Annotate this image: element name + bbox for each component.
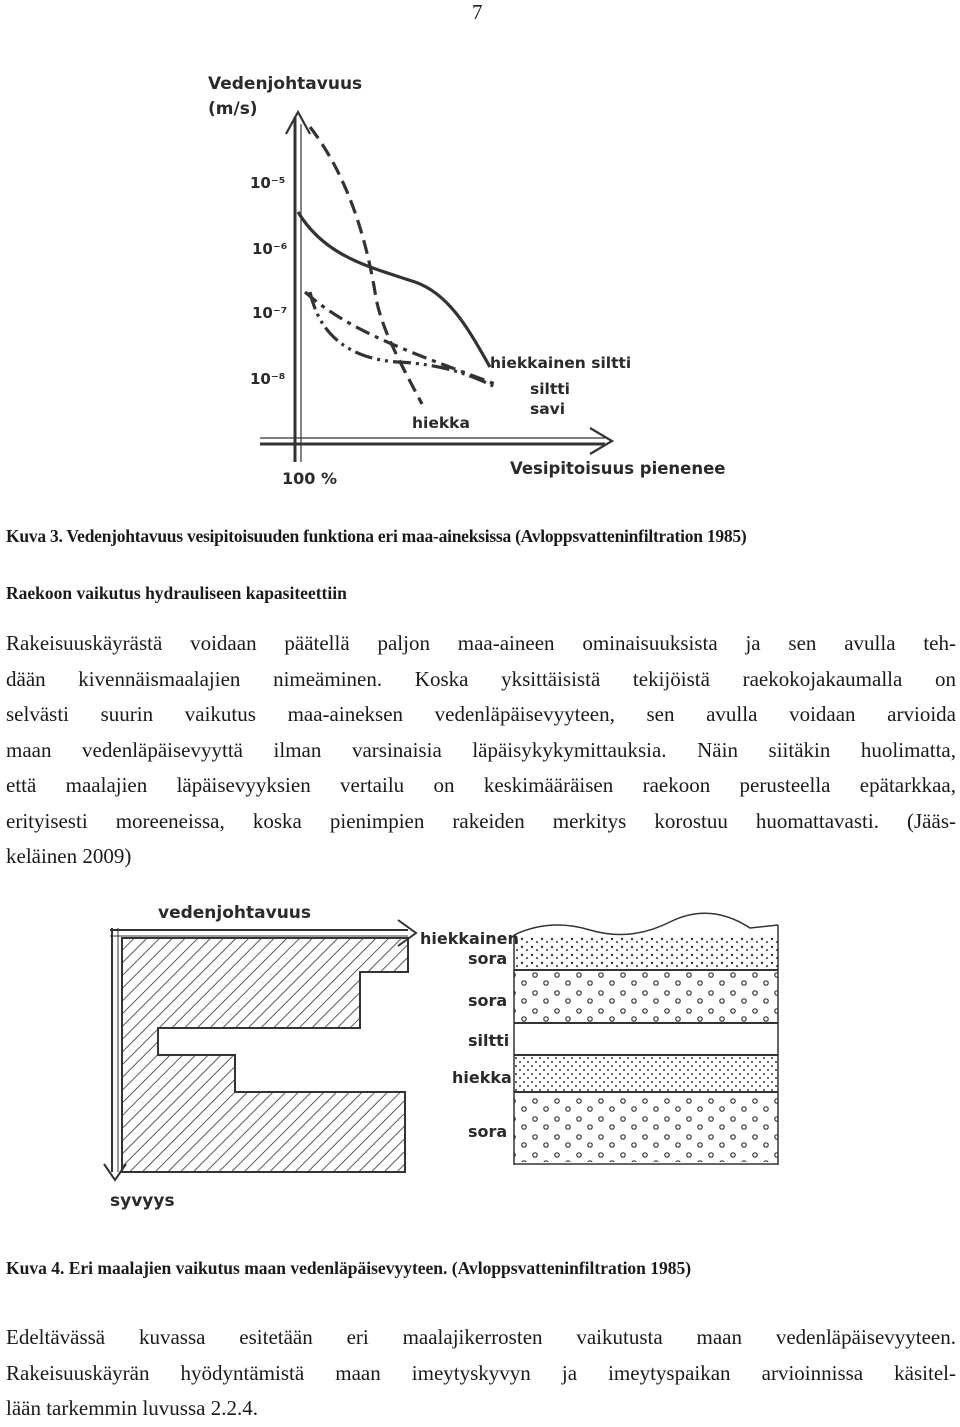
y-tick-label: 10⁻⁶ — [252, 240, 288, 258]
curve-hiekka — [310, 292, 497, 388]
paragraph-line: dään kivennäismaalajien nimeäminen. Koska yksittäisistä tekijöistä raekokojakaumalla on — [6, 666, 956, 691]
label-syvyys: syvyys — [110, 1191, 175, 1211]
y-axis-label: Vedenjohtavuus — [208, 74, 363, 94]
figure-caption-3: Kuva 3. Vedenjohtavuus vesipitoisuuden funktiona eri maa-aineksissa (Avloppsvatteninfiltration 1985) — [6, 526, 747, 546]
paragraph-line: Rakeisuuskäyrästä voidaan päätellä paljon maa-aineen ominaisuuksista ja sen avulla teh- — [6, 631, 956, 655]
y-tick-label: 10⁻⁷ — [252, 304, 288, 322]
page-number: 7 — [472, 0, 483, 24]
layer-label-hiekkainen: hiekkainen — [420, 929, 519, 948]
paragraph-1 — [6, 626, 956, 875]
paragraph-line: keläinen 2009) — [6, 844, 132, 868]
conductivity-profile — [122, 938, 408, 1172]
figure-soil-layers — [90, 880, 810, 1220]
layer-label-hiekka: hiekka — [452, 1068, 512, 1087]
paragraph-line: maan vedenläpäisevyyttä ilman varsinaisia läpäisykykymittauksia. Näin siitäkin huolimatta, — [6, 737, 956, 762]
layer-label-sora-3: sora — [468, 1122, 508, 1141]
y-axis-unit: (m/s) — [208, 99, 258, 119]
layer-label-sora-2: sora — [468, 991, 508, 1010]
y-tick-label: 10⁻⁵ — [250, 174, 286, 192]
curve-label-siltti: siltti — [530, 380, 570, 398]
paragraph-line: erityisesti moreeneissa, koska pienimpien rakeiden merkitys korostuu huomattavasti. (Jääs- — [6, 808, 956, 833]
y-tick-label: 10⁻⁸ — [250, 370, 286, 388]
paragraph-line: Rakeisuuskäyrän hyödyntämistä maan imeytyskyvyn ja imeytyspaikan arvioinnissa käsitel- — [6, 1360, 956, 1385]
layer-label-siltti: siltti — [468, 1031, 510, 1050]
x-axis-label: Vesipitoisuus pienenee — [510, 459, 726, 478]
section-heading: Raekoon vaikutus hydrauliseen kapasiteettiin — [6, 583, 347, 603]
curve-label-savi: savi — [530, 400, 566, 418]
layer-label-sora-1: sora — [468, 949, 508, 968]
label-vedenjohtavuus: vedenjohtavuus — [158, 903, 312, 923]
paragraph-2 — [6, 1320, 956, 1427]
paragraph-line: selvästi suurin vaikutus maa-aineksen vedenläpäisevyyteen, sen avulla voidaan arvioida — [6, 702, 956, 726]
paragraph-line: että maalajien läpäisevyyksien vertailu on keskimääräisen raekoon perusteella epätarkkaa, — [6, 773, 956, 797]
soil-column — [514, 913, 778, 1165]
figure-conductivity-vs-water-content — [150, 62, 790, 502]
paragraph-line: lään tarkemmin luvussa 2.2.4. — [6, 1396, 258, 1420]
figure-caption-4: Kuva 4. Eri maalajien vaikutus maan vedenläpäisevyyteen. (Avloppsvatteninfiltration 1985) — [6, 1258, 692, 1278]
paragraph-line: Edeltävässä kuvassa esitetään eri maalajikerrosten vaikutusta maan vedenläpäisevyyteen. — [6, 1325, 956, 1349]
x-origin-label: 100 % — [282, 469, 337, 488]
curve-label-hiekka: hiekka — [412, 414, 470, 432]
curve-label-hiekkainen-siltti: hiekkainen siltti — [490, 354, 632, 372]
